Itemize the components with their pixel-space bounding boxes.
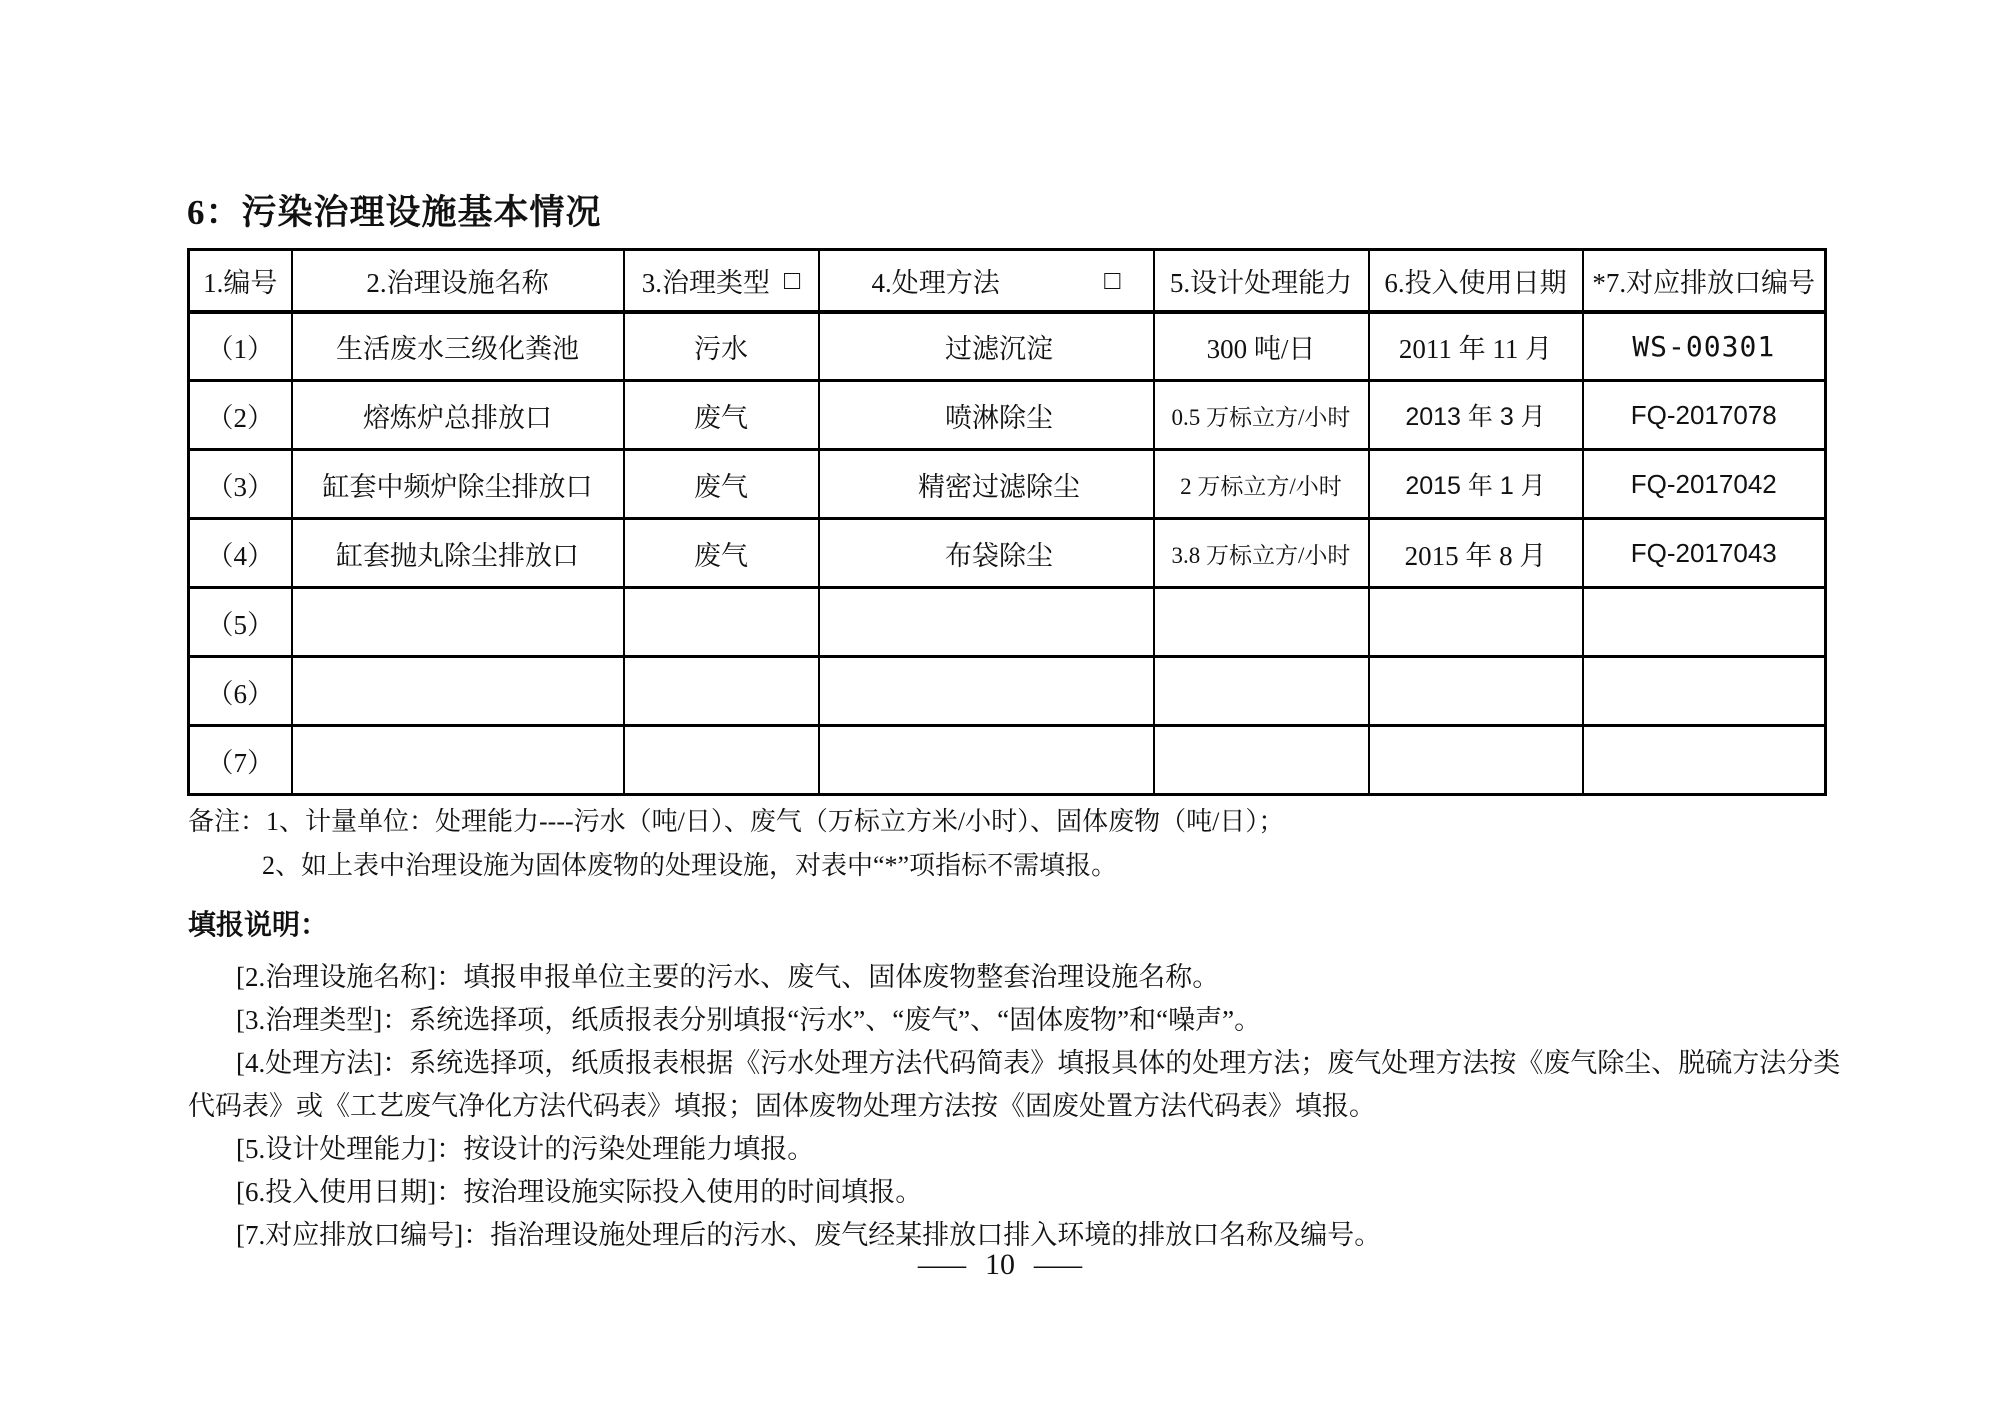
checkbox-icon: □ [1104, 264, 1121, 295]
cell-facility-name [292, 657, 624, 726]
remarks-text-1: 1、计量单位：处理能力----污水（吨/日）、废气（万标立方米/小时）、固体废物（吨/日）； [266, 807, 1285, 836]
cell-outlet-code [1583, 726, 1826, 795]
page-footer [0, 1248, 2000, 1282]
cell-treatment-type [624, 588, 819, 657]
cell-no: （7） [189, 726, 292, 795]
header-treatment-type [624, 250, 819, 312]
page-title: 6：污染治理设施基本情况 [187, 193, 602, 232]
instruction-item: [5.设计处理能力]：按设计的污染处理能力填报。 [236, 1134, 815, 1164]
table-row [189, 519, 1826, 588]
remarks-label: 备注： [188, 807, 267, 836]
cell-treatment-method [819, 657, 1154, 726]
remarks-line-2: 2、如上表中治理设施为固体废物的处理设施，对表中“*”项指标不需填报。 [262, 851, 1118, 880]
table-row [189, 588, 1826, 657]
table-row [189, 726, 1826, 795]
pollution-facility-table [187, 248, 1827, 796]
header-treatment-method-label: 4.处理方法 [871, 267, 1000, 298]
cell-no: （4） [189, 519, 292, 588]
cell-treatment-method [819, 726, 1154, 795]
cell-outlet-code: FQ-2017043 [1583, 519, 1826, 588]
cell-facility-name: 生活废水三级化粪池 [292, 312, 624, 381]
cell-treatment-type: 废气 [624, 519, 819, 588]
instruction-item: [6.投入使用日期]：按治理设施实际投入使用的时间填报。 [236, 1177, 923, 1207]
cell-no: （5） [189, 588, 292, 657]
cell-outlet-code [1583, 588, 1826, 657]
cell-facility-name: 缸套中频炉除尘排放口 [292, 450, 624, 519]
table-row [189, 312, 1826, 381]
cell-no: （1） [189, 312, 292, 381]
cell-start-date: 2015 年 8 月 [1369, 519, 1583, 588]
instruction-item: [4.处理方法]：系统选择项，纸质报表根据《污水处理方法代码简表》填报具体的处理方法；废气处理方法按《废气除尘、脱硫方法分类代码表》或《工艺废气净化方法代码表》填报；固体废物处理方法按《固废处置方法代码表》填报。 [188, 1048, 1841, 1121]
cell-design-capacity [1154, 588, 1369, 657]
instruction-item: [2.治理设施名称]：填报申报单位主要的污水、废气、固体废物整套治理设施名称。 [236, 962, 1220, 992]
cell-design-capacity: 2 万标立方/小时 [1154, 450, 1369, 519]
table-row [189, 657, 1826, 726]
remarks-line-1 [188, 800, 1848, 844]
cell-treatment-type: 废气 [624, 381, 819, 450]
cell-facility-name [292, 726, 624, 795]
cell-treatment-type [624, 726, 819, 795]
cell-outlet-code: FQ-2017078 [1583, 381, 1826, 450]
header-start-date: 6.投入使用日期 [1369, 250, 1583, 312]
cell-design-capacity [1154, 657, 1369, 726]
cell-treatment-method: 喷淋除尘 [819, 381, 1154, 450]
header-treatment-method [819, 250, 1154, 312]
instruction-item: [7.对应排放口编号]：指治理设施处理后的污水、废气经某排放口排入环境的排放口名称及编号。 [236, 1220, 1382, 1250]
cell-treatment-method: 精密过滤除尘 [819, 450, 1154, 519]
instructions-heading: 填报说明： [188, 909, 329, 940]
cell-treatment-type: 污水 [624, 312, 819, 381]
cell-outlet-code: WS-00301 [1583, 312, 1826, 381]
cell-no: （2） [189, 381, 292, 450]
cell-treatment-method [819, 588, 1154, 657]
cell-design-capacity: 300 吨/日 [1154, 312, 1369, 381]
cell-treatment-type [624, 657, 819, 726]
checkbox-icon: □ [783, 264, 801, 295]
header-outlet-code: *7.对应排放口编号 [1583, 250, 1826, 312]
cell-design-capacity: 3.8 万标立方/小时 [1154, 519, 1369, 588]
cell-design-capacity [1154, 726, 1369, 795]
filing-instructions [188, 903, 1860, 1257]
cell-outlet-code [1583, 657, 1826, 726]
cell-start-date: 2015 年 1 月 [1369, 450, 1583, 519]
table-header-row [189, 250, 1826, 312]
table-row [189, 450, 1826, 519]
cell-no: （6） [189, 657, 292, 726]
table-row [189, 381, 1826, 450]
cell-treatment-method: 布袋除尘 [819, 519, 1154, 588]
instruction-item: [3.治理类型]：系统选择项，纸质报表分别填报“污水”、“废气”、“固体废物”和“噪声”。 [236, 1005, 1262, 1035]
cell-treatment-method: 过滤沉淀 [819, 312, 1154, 381]
cell-no: （3） [189, 450, 292, 519]
header-design-capacity: 5.设计处理能力 [1154, 250, 1369, 312]
cell-facility-name: 缸套抛丸除尘排放口 [292, 519, 624, 588]
header-facility-name: 2.治理设施名称 [292, 250, 624, 312]
cell-start-date [1369, 657, 1583, 726]
cell-outlet-code: FQ-2017042 [1583, 450, 1826, 519]
footer-dash-right: — [1034, 1248, 1082, 1281]
cell-start-date [1369, 726, 1583, 795]
cell-treatment-type: 废气 [624, 450, 819, 519]
remarks-block [188, 800, 1848, 888]
header-no: 1.编号 [189, 250, 292, 312]
cell-facility-name: 熔炼炉总排放口 [292, 381, 624, 450]
page-number: 10 [985, 1248, 1015, 1281]
header-treatment-type-label: 3.治理类型 [641, 267, 770, 298]
cell-start-date: 2011 年 11 月 [1369, 312, 1583, 381]
cell-design-capacity: 0.5 万标立方/小时 [1154, 381, 1369, 450]
cell-start-date [1369, 588, 1583, 657]
footer-dash-left: — [918, 1248, 966, 1281]
cell-facility-name [292, 588, 624, 657]
cell-start-date: 2013 年 3 月 [1369, 381, 1583, 450]
